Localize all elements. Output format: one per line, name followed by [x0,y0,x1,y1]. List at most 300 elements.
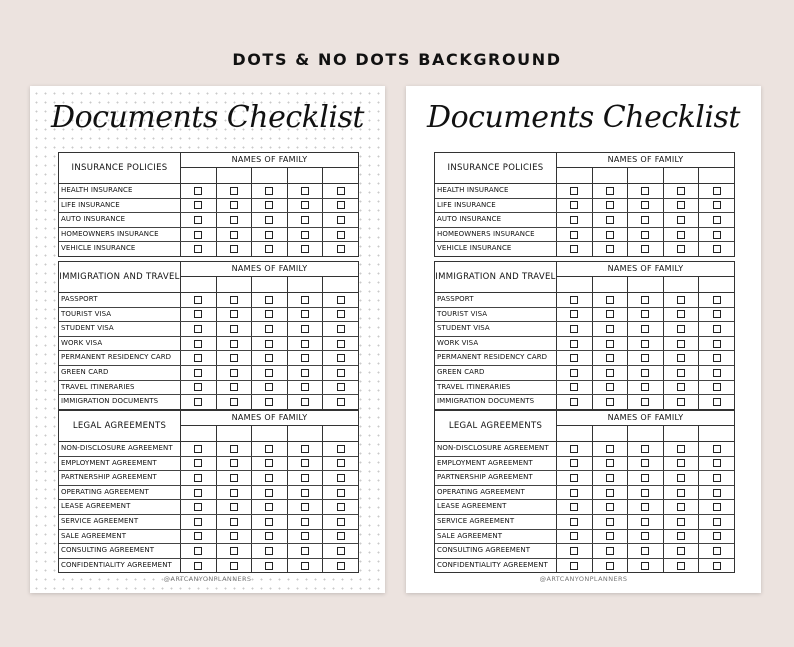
checkbox-cell [217,228,253,242]
checkbox[interactable] [570,474,578,482]
family-name-slot[interactable] [699,426,734,441]
family-name-slot[interactable] [323,426,358,441]
family-name-slot[interactable] [181,277,217,292]
checkbox[interactable] [194,547,202,555]
checkbox[interactable] [677,474,685,482]
checkbox[interactable] [337,547,345,555]
checkbox[interactable] [194,445,202,453]
checkbox-cell [217,381,253,395]
checkbox-cell [217,515,253,529]
checkbox[interactable] [606,532,614,540]
checkbox[interactable] [606,489,614,497]
checkbox[interactable] [230,518,238,526]
checkbox[interactable] [265,459,273,467]
checkbox[interactable] [230,201,238,209]
checkbox[interactable] [713,503,721,511]
checkbox[interactable] [713,489,721,497]
family-name-slot[interactable] [557,426,593,441]
checkbox[interactable] [194,503,202,511]
checkbox[interactable] [606,245,614,253]
checkbox[interactable] [606,518,614,526]
checkbox[interactable] [713,459,721,467]
checkbox[interactable] [265,231,273,239]
checkbox[interactable] [641,503,649,511]
checkbox[interactable] [265,354,273,362]
checkbox[interactable] [194,340,202,348]
checkbox[interactable] [570,383,578,391]
checkbox[interactable] [641,518,649,526]
checkbox[interactable] [194,369,202,377]
checkbox[interactable] [337,459,345,467]
family-name-slot[interactable] [288,426,324,441]
checkbox[interactable] [230,325,238,333]
checkbox[interactable] [570,201,578,209]
checkbox[interactable] [194,201,202,209]
checkbox[interactable] [606,201,614,209]
names-of-family-label: NAMES OF FAMILY [557,262,734,277]
checkbox[interactable] [606,474,614,482]
checkbox[interactable] [641,532,649,540]
checkbox-cell [593,199,629,213]
checkbox[interactable] [606,398,614,406]
family-name-slot[interactable] [217,277,253,292]
checkbox[interactable] [570,459,578,467]
checkbox-cell [593,308,629,322]
checkbox[interactable] [606,325,614,333]
checkbox[interactable] [570,310,578,318]
checkbox[interactable] [606,216,614,224]
checkbox[interactable] [677,296,685,304]
checkbox[interactable] [301,489,309,497]
checkbox[interactable] [194,459,202,467]
checkbox[interactable] [194,518,202,526]
checkbox[interactable] [641,369,649,377]
checkbox[interactable] [677,340,685,348]
checkbox[interactable] [570,532,578,540]
checkbox-cell [288,322,324,336]
checkbox[interactable] [194,474,202,482]
checkbox[interactable] [301,474,309,482]
checkbox[interactable] [713,445,721,453]
checkbox[interactable] [570,216,578,224]
checkbox[interactable] [677,216,685,224]
checkbox-cell [323,184,358,198]
family-name-slot[interactable] [252,168,288,183]
checkbox[interactable] [301,532,309,540]
checkbox-cell [593,544,629,558]
family-name-slot[interactable] [181,168,217,183]
checkbox[interactable] [713,474,721,482]
checklist-row [59,213,358,228]
checkbox[interactable] [194,231,202,239]
family-name-slot[interactable] [181,426,217,441]
checkbox[interactable] [641,474,649,482]
checkbox[interactable] [641,398,649,406]
checkbox[interactable] [230,369,238,377]
checkbox[interactable] [301,354,309,362]
checkbox[interactable] [265,489,273,497]
checkbox[interactable] [230,547,238,555]
checkbox[interactable] [301,187,309,195]
checkbox[interactable] [606,547,614,555]
document-label: GREEN CARD [59,366,181,380]
checkbox[interactable] [337,474,345,482]
checkbox[interactable] [230,489,238,497]
checkbox[interactable] [265,503,273,511]
checkbox[interactable] [677,503,685,511]
family-name-slot[interactable] [593,168,629,183]
checkbox[interactable] [713,245,721,253]
checkbox[interactable] [641,459,649,467]
checkbox[interactable] [677,383,685,391]
checkbox[interactable] [641,489,649,497]
family-name-slot[interactable] [699,168,734,183]
checkbox[interactable] [265,562,273,570]
checkbox[interactable] [641,547,649,555]
checkbox[interactable] [265,201,273,209]
family-name-slot[interactable] [593,426,629,441]
checklist-row [435,530,734,545]
checkbox[interactable] [337,187,345,195]
checklist-row [435,293,734,308]
checkbox[interactable] [301,445,309,453]
family-name-slot[interactable] [217,168,253,183]
checkbox[interactable] [301,398,309,406]
checkbox[interactable] [230,503,238,511]
checkbox[interactable] [230,354,238,362]
checkbox[interactable] [570,547,578,555]
checkbox[interactable] [713,340,721,348]
checkbox[interactable] [194,310,202,318]
checkbox[interactable] [265,340,273,348]
checkbox[interactable] [337,489,345,497]
checkbox[interactable] [677,445,685,453]
family-name-slot[interactable] [217,426,253,441]
document-label: PERMANENT RESIDENCY CARD [435,351,557,365]
checkbox[interactable] [606,459,614,467]
checkbox[interactable] [677,325,685,333]
checkbox[interactable] [713,354,721,362]
checkbox[interactable] [677,354,685,362]
checkbox[interactable] [606,562,614,570]
checkbox-cell [628,515,664,529]
checkbox[interactable] [570,369,578,377]
checkbox[interactable] [641,445,649,453]
checkbox[interactable] [337,562,345,570]
checkbox[interactable] [337,296,345,304]
checkbox[interactable] [301,325,309,333]
checkbox[interactable] [570,354,578,362]
checkbox[interactable] [641,325,649,333]
checkbox[interactable] [677,369,685,377]
checkbox[interactable] [570,503,578,511]
checkbox[interactable] [265,245,273,253]
checkbox[interactable] [606,445,614,453]
checkbox[interactable] [677,518,685,526]
checkbox[interactable] [301,518,309,526]
checkbox[interactable] [337,354,345,362]
checkbox[interactable] [265,547,273,555]
checkbox[interactable] [265,532,273,540]
family-name-slot[interactable] [557,277,593,292]
checkbox[interactable] [677,547,685,555]
checkbox[interactable] [713,398,721,406]
checkbox[interactable] [265,325,273,333]
checkbox[interactable] [713,201,721,209]
checkbox[interactable] [265,369,273,377]
checkbox[interactable] [194,532,202,540]
family-name-slot[interactable] [664,168,700,183]
checkbox[interactable] [230,532,238,540]
family-name-slot[interactable] [664,277,700,292]
checkbox-cell [664,213,700,227]
checkbox[interactable] [713,562,721,570]
checkbox-cell [699,515,734,529]
checkbox[interactable] [570,340,578,348]
checkbox[interactable] [570,296,578,304]
checkbox[interactable] [570,489,578,497]
checkbox[interactable] [713,325,721,333]
names-of-family-label: NAMES OF FAMILY [181,262,358,277]
checkbox[interactable] [606,231,614,239]
checkbox[interactable] [230,296,238,304]
checkbox[interactable] [606,503,614,511]
checkbox[interactable] [337,398,345,406]
checkbox[interactable] [713,296,721,304]
checkbox[interactable] [677,459,685,467]
checkbox[interactable] [606,340,614,348]
checklist-row [435,322,734,337]
checkbox[interactable] [677,231,685,239]
checkbox[interactable] [677,489,685,497]
checkbox[interactable] [677,562,685,570]
checkbox-cell [593,184,629,198]
document-label: IMMIGRATION DOCUMENTS [435,395,557,409]
checkbox-cell [557,457,593,471]
checkbox[interactable] [337,325,345,333]
checkbox[interactable] [301,201,309,209]
checkbox[interactable] [301,310,309,318]
checkbox[interactable] [713,532,721,540]
checkbox[interactable] [301,245,309,253]
checkbox-cell [252,366,288,380]
checkbox[interactable] [570,562,578,570]
document-label: SALE AGREEMENT [435,530,557,544]
checkbox[interactable] [230,445,238,453]
checkbox[interactable] [194,398,202,406]
checkbox[interactable] [301,459,309,467]
checkbox[interactable] [641,245,649,253]
checkbox[interactable] [265,383,273,391]
checkbox[interactable] [570,325,578,333]
document-label: HOMEOWNERS INSURANCE [59,228,181,242]
checkbox[interactable] [337,503,345,511]
checkbox[interactable] [713,310,721,318]
checkbox[interactable] [301,503,309,511]
checkbox[interactable] [265,474,273,482]
checkbox-cell [252,213,288,227]
checkbox[interactable] [265,445,273,453]
checkbox[interactable] [641,187,649,195]
checkbox[interactable] [230,398,238,406]
checkbox[interactable] [230,310,238,318]
checkbox[interactable] [677,532,685,540]
family-name-slot[interactable] [628,277,664,292]
family-name-slot[interactable] [664,426,700,441]
checkbox[interactable] [641,354,649,362]
checkbox[interactable] [606,369,614,377]
checkbox[interactable] [337,383,345,391]
checkbox[interactable] [301,547,309,555]
family-name-slot[interactable] [323,277,358,292]
checkbox[interactable] [265,310,273,318]
checkbox[interactable] [337,532,345,540]
checkbox[interactable] [677,398,685,406]
checkbox[interactable] [641,201,649,209]
checkbox[interactable] [570,398,578,406]
document-label: GREEN CARD [435,366,557,380]
family-name-slot[interactable] [593,277,629,292]
checkbox[interactable] [194,562,202,570]
checkbox[interactable] [230,459,238,467]
checkbox-cell [699,457,734,471]
checkbox[interactable] [606,310,614,318]
checkbox[interactable] [677,310,685,318]
footer-credit: @ARTCANYONPLANNERS [539,575,628,583]
checkbox[interactable] [301,562,309,570]
checkbox[interactable] [301,296,309,304]
checkbox[interactable] [570,518,578,526]
checkbox[interactable] [606,296,614,304]
checkbox[interactable] [337,445,345,453]
checkbox[interactable] [713,369,721,377]
checkbox[interactable] [337,216,345,224]
checkbox[interactable] [230,187,238,195]
checkbox[interactable] [677,187,685,195]
document-label: AUTO INSURANCE [435,213,557,227]
checkbox[interactable] [265,216,273,224]
checkbox[interactable] [606,187,614,195]
family-name-slot[interactable] [323,168,358,183]
checkbox[interactable] [301,216,309,224]
checkbox[interactable] [194,383,202,391]
checkbox[interactable] [713,518,721,526]
checkbox[interactable] [641,310,649,318]
checkbox[interactable] [194,245,202,253]
checkbox-cell [181,486,217,500]
checkbox[interactable] [337,231,345,239]
checkbox[interactable] [570,245,578,253]
checkbox[interactable] [301,340,309,348]
checkbox[interactable] [337,518,345,526]
checkbox[interactable] [337,340,345,348]
checkbox[interactable] [570,445,578,453]
checklist-section [58,152,359,257]
checkbox-cell [288,381,324,395]
checklist-row [59,457,358,472]
checkbox[interactable] [713,383,721,391]
checkbox[interactable] [570,231,578,239]
family-name-slot[interactable] [252,277,288,292]
checkbox[interactable] [570,187,578,195]
document-label: VEHICLE INSURANCE [59,242,181,256]
checkbox[interactable] [641,562,649,570]
checkbox[interactable] [301,369,309,377]
checkbox[interactable] [337,310,345,318]
checkbox-cell [252,381,288,395]
checkbox[interactable] [677,201,685,209]
checkbox[interactable] [265,518,273,526]
checkbox[interactable] [230,562,238,570]
checkbox-cell [628,530,664,544]
checkbox-cell [323,322,358,336]
checkbox[interactable] [265,187,273,195]
family-name-slot[interactable] [288,277,324,292]
checkbox[interactable] [713,216,721,224]
checkbox[interactable] [301,383,309,391]
checkbox-cell [557,184,593,198]
checkbox[interactable] [337,201,345,209]
checkbox-cell [664,293,700,307]
checkbox-cell [664,228,700,242]
checkbox[interactable] [641,231,649,239]
checkbox[interactable] [337,245,345,253]
checkbox[interactable] [606,354,614,362]
checkbox[interactable] [194,216,202,224]
checkbox[interactable] [265,398,273,406]
checkbox-cell [323,242,358,256]
checkbox[interactable] [194,296,202,304]
checkbox-cell [664,351,700,365]
checkbox[interactable] [230,383,238,391]
checkbox[interactable] [230,340,238,348]
checkbox-cell [664,184,700,198]
checkbox[interactable] [194,325,202,333]
family-name-slot[interactable] [252,426,288,441]
checkbox-cell [288,471,324,485]
checkbox[interactable] [230,216,238,224]
checkbox[interactable] [641,296,649,304]
checkbox[interactable] [713,547,721,555]
checkbox[interactable] [677,245,685,253]
checkbox[interactable] [641,216,649,224]
checkbox[interactable] [194,489,202,497]
checkbox-cell [252,544,288,558]
checkbox[interactable] [641,340,649,348]
checkbox[interactable] [641,383,649,391]
checkbox[interactable] [194,354,202,362]
checkbox[interactable] [194,187,202,195]
checkbox-cell [288,442,324,456]
checkbox-cell [288,351,324,365]
checkbox[interactable] [230,231,238,239]
checkbox[interactable] [606,383,614,391]
checkbox[interactable] [713,187,721,195]
family-name-slot[interactable] [288,168,324,183]
checkbox[interactable] [230,474,238,482]
checkbox[interactable] [265,296,273,304]
checkbox[interactable] [337,369,345,377]
checkbox[interactable] [301,231,309,239]
family-name-slot[interactable] [557,168,593,183]
family-name-slot[interactable] [628,168,664,183]
checklist-row [59,228,358,243]
family-name-slot[interactable] [699,277,734,292]
checkbox[interactable] [230,245,238,253]
checklist-section [434,410,735,573]
family-name-slot[interactable] [628,426,664,441]
checkbox[interactable] [713,231,721,239]
